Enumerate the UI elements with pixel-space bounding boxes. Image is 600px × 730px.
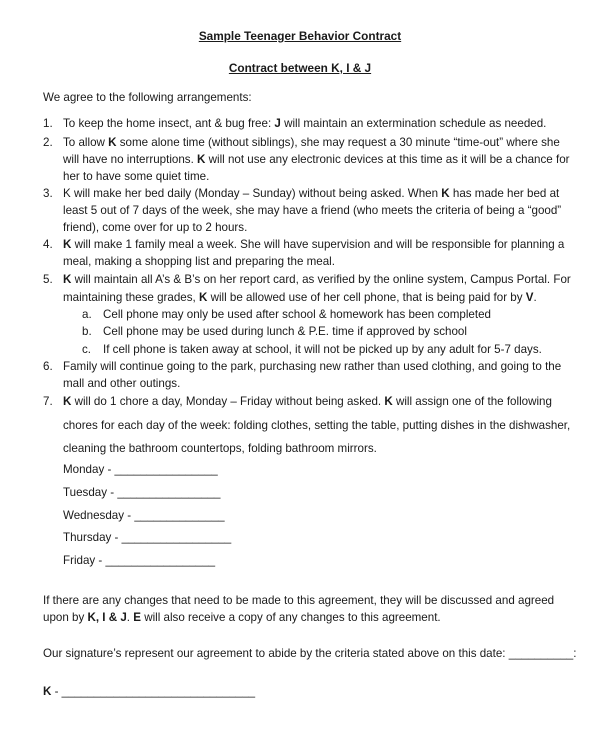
day-assignment-wednesday[interactable]: Wednesday - ______________ xyxy=(63,509,225,522)
item-line: Family will continue going to the park, purchasing new rather than used clothing, and going to the xyxy=(63,360,562,373)
item-line: To allow K some alone time (without siblings), she may request a 30 minute “time-out” where she xyxy=(63,136,560,149)
item-line: her to have some quiet time. xyxy=(63,170,210,183)
document-subtitle: Contract between K, I & J xyxy=(228,61,372,75)
subitem-letter: c. xyxy=(82,343,92,356)
item-line: maintaining these grades, K will be allowed use of her cell phone, that is being paid for by V. xyxy=(63,291,537,304)
item-line: K will make 1 family meal a week. She will have supervision and will be responsible for planning a xyxy=(63,238,565,251)
item-number: 6. xyxy=(43,360,53,373)
item-line: K will do 1 chore a day, Monday – Friday without being asked. K will assign one of the following xyxy=(63,395,552,408)
intro-text: We agree to the following arrangements: xyxy=(43,91,252,104)
item-number: 3. xyxy=(43,187,53,200)
subitem-letter: a. xyxy=(82,308,92,321)
day-assignment-thursday[interactable]: Thursday - _________________ xyxy=(63,531,232,544)
item-line: To keep the home insect, ant & bug free: J will maintain an extermination schedule as needed. xyxy=(63,117,547,130)
item-line: cleaning the bathroom countertops, folding bathroom mirrors. xyxy=(63,442,377,455)
subitem-text: Cell phone may only be used after school & homework has been completed xyxy=(103,308,491,321)
subitem-text: If cell phone is taken away at school, it will not be picked up by any adult for 5-7 days. xyxy=(103,343,542,356)
item-line: will have no interruptions. K will not use any electronic devices at this time as it will be a chance for xyxy=(63,153,570,166)
item-line: K will maintain all A’s & B’s on her report card, as verified by the online system, Campus Portal. For xyxy=(63,273,571,286)
k-signature-line[interactable]: K - ______________________________ xyxy=(43,685,256,698)
item-number: 5. xyxy=(43,273,53,286)
day-assignment-tuesday[interactable]: Tuesday - ________________ xyxy=(63,486,221,499)
item-line: K will make her bed daily (Monday – Sunday) without being asked. When K has made her bed at xyxy=(63,187,560,200)
item-line: mall and other outings. xyxy=(63,377,181,390)
item-line: friend), come over for up to 2 hours. xyxy=(63,221,248,234)
subitem-letter: b. xyxy=(82,325,92,338)
document-title: Sample Teenager Behavior Contract xyxy=(198,29,402,43)
changes-text: upon by K, I & J. E will also receive a copy of any changes to this agreement. xyxy=(43,611,441,624)
item-line: least 5 out of 7 days of the week, she may have a friend (who meets the criteria of being a “good” xyxy=(63,204,562,217)
item-line: meal, making a shopping list and preparing the meal. xyxy=(63,255,335,268)
item-number: 4. xyxy=(43,238,53,251)
day-assignment-friday[interactable]: Friday - _________________ xyxy=(63,554,216,567)
changes-text: If there are any changes that need to be made to this agreement, they will be discussed and agreed xyxy=(43,594,555,607)
signature-statement: Our signature’s represent our agreement to abide by the criteria stated above on this date: __________: xyxy=(43,647,577,660)
day-assignment-monday[interactable]: Monday - ________________ xyxy=(63,463,218,476)
item-number: 7. xyxy=(43,395,53,408)
subitem-text: Cell phone may be used during lunch & P.E. time if approved by school xyxy=(103,325,467,338)
item-number: 2. xyxy=(43,136,53,149)
item-number: 1. xyxy=(43,117,53,130)
item-line: chores for each day of the week: folding clothes, setting the table, putting dishes in the dishwasher, xyxy=(63,419,571,432)
